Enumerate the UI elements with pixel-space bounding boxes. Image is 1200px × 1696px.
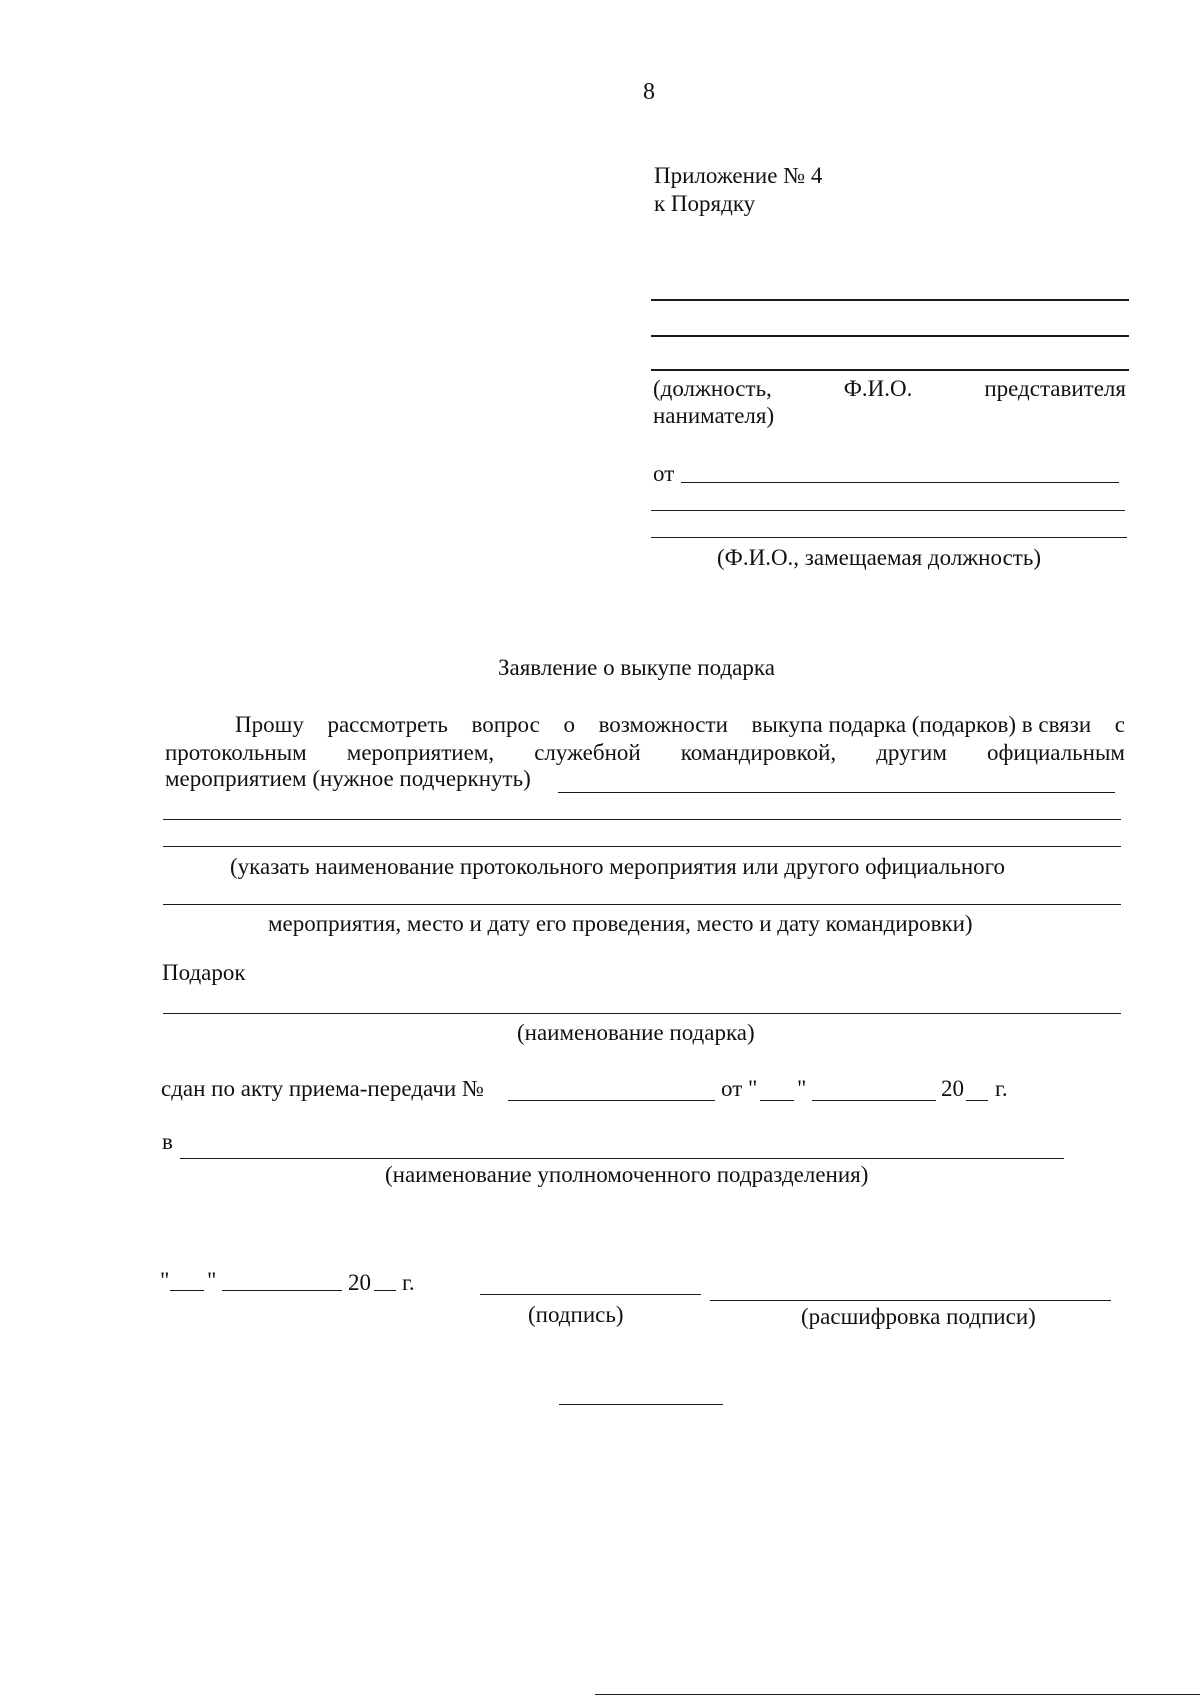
date-year-suffix: г. (402, 1270, 415, 1295)
addressee-caption-word: (должность, (653, 376, 772, 401)
bottom-edge-rule (595, 1694, 1200, 1695)
addressee-line-1[interactable] (651, 299, 1129, 301)
act-year-line[interactable] (966, 1100, 988, 1101)
addressee-line-2[interactable] (651, 335, 1129, 337)
body-word: выкупа подарка (подарков) в связи (751, 712, 1092, 737)
date-day-line[interactable] (170, 1290, 204, 1291)
addressee-line-3[interactable] (651, 369, 1129, 371)
body-word: с (1114, 712, 1125, 737)
act-number-line[interactable] (508, 1100, 715, 1101)
act-day-line[interactable] (760, 1100, 794, 1101)
act-month-line[interactable] (812, 1100, 936, 1101)
signature-line[interactable] (480, 1294, 701, 1295)
body-word: командировкой, (680, 740, 837, 765)
body-word: вопрос (471, 712, 540, 737)
signature-caption: (подпись) (528, 1302, 624, 1327)
from-line-1[interactable] (681, 482, 1119, 483)
body-line-1 (235, 713, 1125, 736)
date-year-line[interactable] (374, 1290, 396, 1291)
event-caption-1: (указать наименование протокольного мероприятия или другого официального (230, 854, 1006, 879)
body-word: официальным (986, 740, 1125, 765)
document-title: Заявление о выкупе подарка (498, 655, 775, 680)
department-line[interactable] (180, 1158, 1064, 1159)
from-line-2[interactable] (651, 510, 1125, 511)
act-year-suffix: г. (995, 1076, 1008, 1101)
act-year-prefix: 20 (941, 1076, 964, 1101)
body-word: Прошу (235, 712, 304, 737)
department-caption: (наименование уполномоченного подразделения) (385, 1162, 869, 1187)
body-word: рассмотреть (327, 712, 448, 737)
body-word: другим (876, 740, 947, 765)
event-line-3[interactable] (163, 846, 1121, 847)
gift-caption: (наименование подарка) (517, 1020, 755, 1045)
act-quote-close: " (797, 1076, 807, 1101)
gift-name-line[interactable] (163, 1013, 1121, 1014)
date-year-prefix: 20 (348, 1270, 371, 1295)
body-word: о (563, 712, 575, 737)
appendix-subtitle: к Порядку (654, 191, 756, 216)
from-line-3[interactable] (651, 537, 1127, 538)
event-line-4[interactable] (163, 904, 1121, 905)
appendix-title: Приложение № 4 (654, 163, 823, 188)
event-line-1[interactable] (558, 792, 1115, 793)
signature-decoding-caption: (расшифровка подписи) (801, 1304, 1036, 1329)
body-line-2 (165, 741, 1125, 764)
date-quote-close: " (207, 1268, 217, 1293)
page-number: 8 (643, 79, 655, 105)
act-label: сдан по акту приема-передачи № (161, 1076, 484, 1101)
department-in-label: в (162, 1129, 173, 1154)
addressee-caption-word: Ф.И.О. (843, 376, 913, 401)
body-line-3: мероприятием (нужное подчеркнуть) (165, 766, 531, 791)
event-line-2[interactable] (163, 819, 1121, 820)
event-caption-2: мероприятия, место и дату его проведения, место и дату командировки) (268, 911, 973, 936)
addressee-caption (653, 377, 1126, 400)
act-from-label: от " (721, 1076, 758, 1101)
body-word: возможности (598, 712, 728, 737)
gift-label: Подарок (162, 960, 246, 985)
signature-decoding-line[interactable] (710, 1300, 1111, 1301)
date-quote-open: " (160, 1268, 170, 1293)
body-word: служебной (534, 740, 641, 765)
body-word: протокольным (165, 740, 307, 765)
addressee-caption-line2: нанимателя) (653, 403, 775, 428)
addressee-caption-word: представителя (984, 376, 1126, 401)
date-month-line[interactable] (222, 1290, 342, 1291)
closing-divider (559, 1404, 723, 1405)
from-caption: (Ф.И.О., замещаемая должность) (717, 545, 1041, 570)
from-label: от (653, 461, 675, 486)
body-word: мероприятием, (346, 740, 495, 765)
